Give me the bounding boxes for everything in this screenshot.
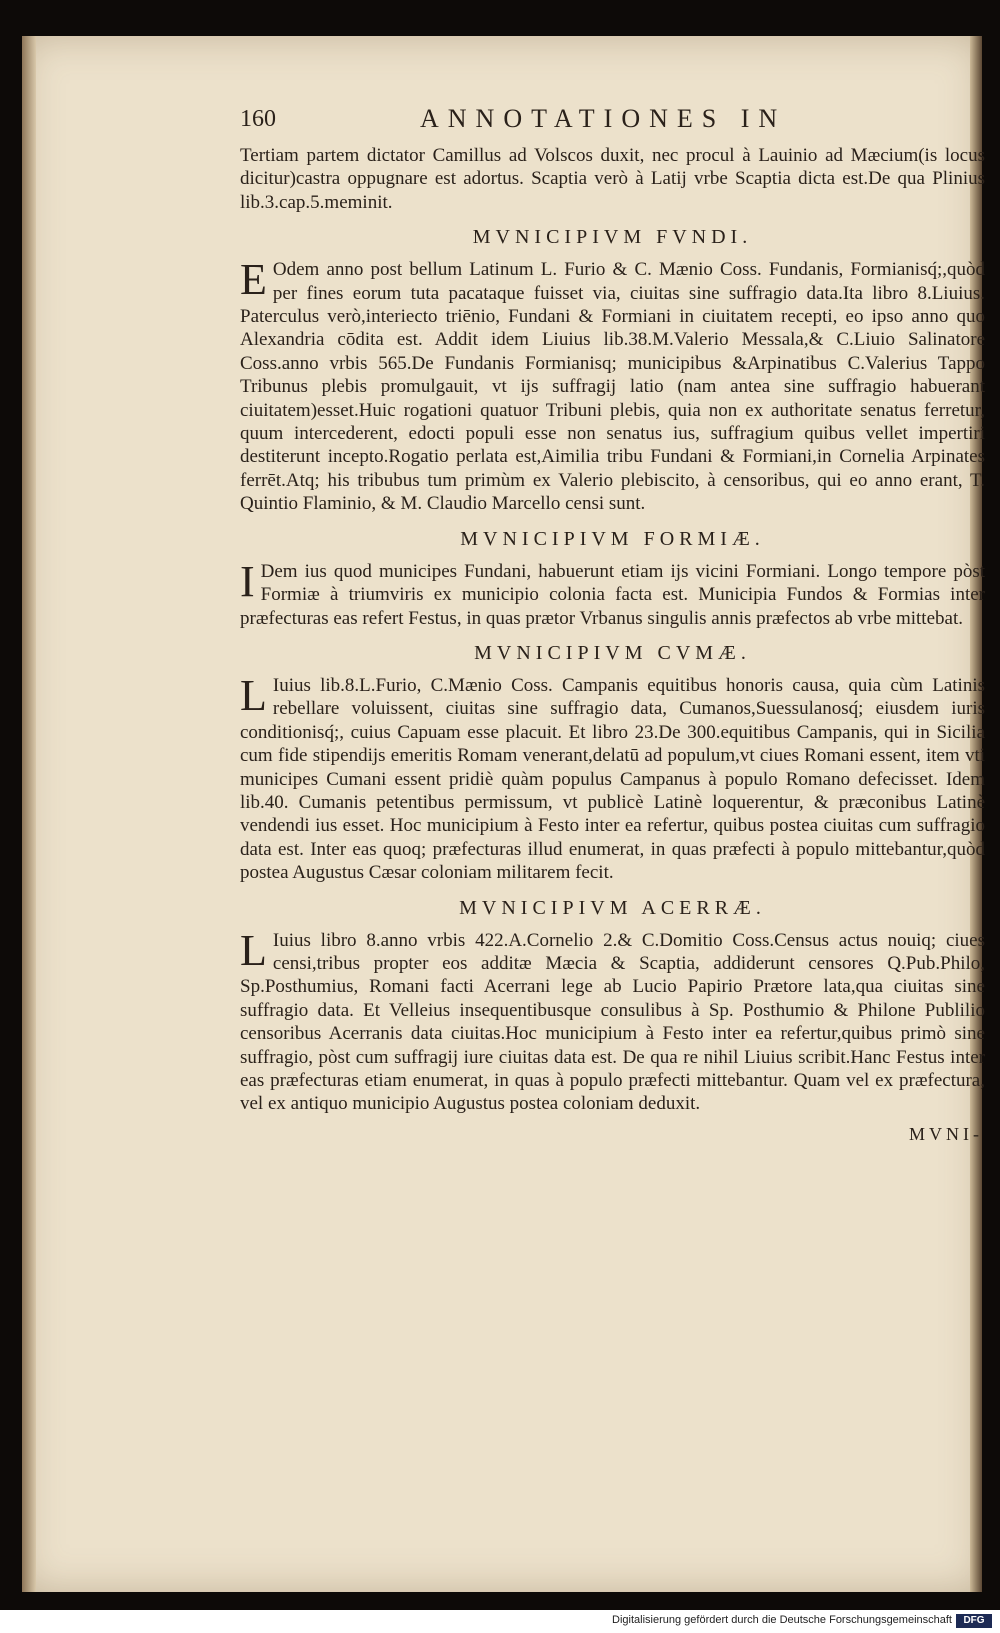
section-heading: MVNICIPIVM FORMIÆ. (460, 527, 765, 550)
section-paragraph (240, 925, 985, 1116)
running-title: ANNOTATIONES IN (420, 104, 787, 133)
drop-capital: E (240, 255, 267, 305)
section-fundi (240, 224, 985, 515)
intro-paragraph: Tertiam partem dictator Camillus ad Volscos duxit, nec procul à Lauinio ad Mæcium(is locus dicitur)castra oppugnare est adortus. Scaptia verò à Latij vrbe Scaptia dicta est.De qua Plinius lib.3.cap.5.meminit. (240, 145, 985, 213)
paragraph-text: Dem ius quod municipes Fundani, habuerunt etiam ijs vicini Formiani. Longo tempore pòst Formiæ à triumviris ex municipio colonia facta est. Municipia Fundos & Formias inter præfecturas eas refert Festus, in quas prætor Vrbanus singulis annis præfectos ab vrbe mittebat. (240, 560, 985, 629)
paragraph-text: Iuius libro 8.anno vrbis 422.A.Cornelio 2.& C.Domitio Coss.Census actus nouiq; ciues censi,tribus propter eos additæ Mæcia & Scaptia, addiderunt censores Q.Pub.Philo, Sp.Posthumius, Romani facti Acerrani lege ab Lucio Papirio Prætore lata,qua ciuitas sine suffragio data. Et Velleius insequentibusque consulibus à Sp. Posthumio & Philone Publilio censoribus Acerranis data ciuitas.Hoc municipium à Festo inter ea refertur,quibus primò sine suffragio, pòst cum suffragij iure ciuitas data est. De qua re nihil Liuius scribit.Hanc Festus inter eas præfecturas etiam enumerat, in quas à populo præfecti mittebantur. Quam vel ex præfectura, vel ex antiquo municipio Augustus postea coloniam deduxit. (240, 929, 985, 1115)
section-acerrae (240, 895, 985, 1116)
running-head (240, 106, 985, 144)
section-paragraph (240, 670, 985, 885)
section-cumae (240, 640, 985, 885)
page-left-edge (22, 36, 36, 1592)
page-number: 160 (240, 106, 276, 132)
drop-capital: I (240, 556, 255, 606)
text-block (240, 106, 985, 1145)
footer-bar (0, 1610, 1000, 1633)
paragraph-text: Iuius lib.8.L.Furio, C.Mænio Coss. Campanis equitibus honoris causa, quia cùm Latinis rebellare voluissent, ciuitas sine suffragio data, Cumanos,Suessulanosq́; eiusdem iuris conditionisq́;, cuius Capuam esse placuit. Et libro 23.De 300.equitibus Campanis, qui in Sicilia cum fide stipendijs emeritis Romam venerant,delatū ad populum,vt ciues Romani essent, item vti municipes Cumani essent pridiè quàm populus Campanus à populo Romano defecisset. Idem lib.40. Cumanis petentibus permissum, vt publicè Latinè loquerentur, & præconibus Latinè vendendi ius esset. Hoc municipium à Festo inter ea refertur, quibus postea ciuitas cum suffragio data est. Inter eas quoq; præfecturas illud enumerat, in quas præfecti à populo mittebantur,quòd postea Augustus Cæsar coloniam militarem fecit. (240, 674, 985, 884)
catchword: MVNI- (909, 1123, 983, 1144)
dfg-logo: DFG (956, 1614, 992, 1628)
section-formiae (240, 526, 985, 630)
book-page (22, 36, 985, 1592)
drop-capital: L (240, 670, 267, 720)
section-heading: MVNICIPIVM ACERRÆ. (459, 896, 766, 919)
section-heading: MVNICIPIVM CVMÆ. (474, 641, 751, 664)
drop-capital: L (240, 925, 267, 975)
funding-credit: Digitalisierung gefördert durch die Deutsche Forschungsgemeinschaft (612, 1614, 952, 1626)
paragraph-text: Odem anno post bellum Latinum L. Furio & C. Mænio Coss. Fundanis, Formianisq́;,quòd per fines eorum tuta pacataque fuisset via, ciuitas sine suffragio data.Ita libro 8.Liuius. Paterculus verò,interiecto triēnio, Fundani & Formiani in ciuitatem recepti, eo ipso anno quo Alexandria cōdita est. Addit idem Liuius lib.38.M.Valerio Messala,& C.Liuio Salinatore Coss.anno vrbis 565.De Fundanis Formianisq; municipibus &Arpinatibus C.Valerius Tappo Tribunus plebis promulgauit, vt ijs suffragij latio (nam antea sine suffragio habuerant ciuitatem)esset.Huic rogationi quatuor Tribuni plebis, quia non ex authoritate senatus ferretur, quum intercederent, edocti populi esse non senatus ius, suffragium quibus vellet impertiri destiterunt incepto.Rogatio perlata est,Aimilia tribu Fundani & Formiani,in Cornelia Arpinates ferrēt.Atq; his tribubus tum primùm ex Valerio plebiscito, à censoribus, qui eo anno erant, T. Quintio Flaminio, & M. Claudio Marcello censi sunt. (240, 259, 985, 515)
section-paragraph (240, 255, 985, 515)
section-heading: MVNICIPIVM FVNDI. (472, 226, 753, 249)
section-paragraph (240, 556, 985, 630)
